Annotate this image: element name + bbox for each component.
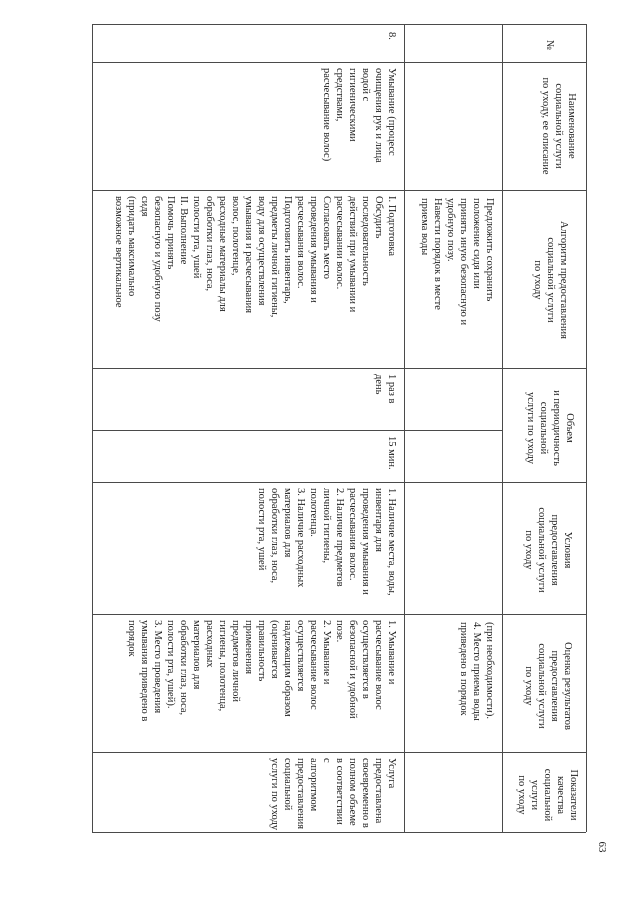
header-algorithm: Алгоритм предоставления социальной услуги по уходу <box>532 221 569 339</box>
col-sep-4 <box>92 482 586 483</box>
header-number: № <box>544 39 555 51</box>
col-sep-2 <box>92 190 586 191</box>
table-border-bottom <box>92 832 586 833</box>
page-number: 63 <box>596 841 608 853</box>
row-quality: Услуга предоставлена своевременно в полном объеме в соответствии с алгоритмом предоставления социальной услуги по уходу <box>269 758 397 831</box>
row-frequency: 1 раз в день <box>373 374 397 404</box>
row-service-name: Умывание (процесс очищения рук и лица водой с гигиеническими средствами, расчесывание волос) <box>321 68 397 163</box>
header-service-name: Наименование социальной услуги по уходу, ее описание <box>540 77 577 175</box>
col-sep-5 <box>92 614 586 615</box>
row-evaluation: 1. Умывание и расчесывание волос осуществляется в безопасной и удобной позе. 2. Умывание и расчесывание волос осуществляется надлежащим образом (оценивается правильность применения предметов личной гигиены, полотенца, расходных материалов для обработки глаз, носа, полости рта, ушей). 3. Место проведения умывания приведено в порядок <box>126 620 397 722</box>
header-quality: Показатели качества социальной услуги по уходу <box>516 768 579 822</box>
header-evaluation: Оценка результатов предоставления социальной услуги по уходу <box>523 642 573 730</box>
row-sep-continuation <box>404 24 405 832</box>
row-number: 8. <box>386 32 397 40</box>
continuation-algorithm: Предложить сохранить положение сидя или принять иную безопасную и удобную позу. Навести порядок в месте приема воды <box>419 198 495 326</box>
header-volume: Объем и периодичность социальной услуги по уходу <box>525 390 575 466</box>
header-conditions: Условия предоставления социальной услуги по уходу <box>523 507 573 593</box>
col-sep-4a <box>92 430 502 431</box>
table-border-left <box>92 24 93 832</box>
row-algorithm: I. Подготовка Обсудить последовательность действий при умывании и расчесывании волос. Согласовать место проведения умывания и расчесывания волос. Подготовить инвентарь, предметы личной гигиены, воду для осуществления умывания и расчесывания волос, полотенце, расходные материалы для обработки глаз, носа, полости рта, ушей II. Выполнение Помочь принять безопасную и удобную позу сидя (придать максимально возможное вертикальное <box>113 196 397 322</box>
row-duration: 15 мин. <box>386 436 397 470</box>
col-sep-1 <box>92 62 586 63</box>
col-sep-3 <box>92 368 586 369</box>
row-sep-header <box>502 24 503 832</box>
col-sep-6 <box>92 752 586 753</box>
table-border-right <box>586 24 587 832</box>
continuation-evaluation: (при необходимости). 4. Место приема воды приведено в порядок <box>458 622 495 721</box>
table-border-top <box>92 24 586 25</box>
row-conditions: 1. Наличие места, воды, инвентаря для проведения умывания и расчесывания волос. 2. Наличие предметов личной гигиены, полотенца. 3. Наличие расходных материалов для обработки глаз, носа, полости рта, ушей <box>256 488 397 596</box>
